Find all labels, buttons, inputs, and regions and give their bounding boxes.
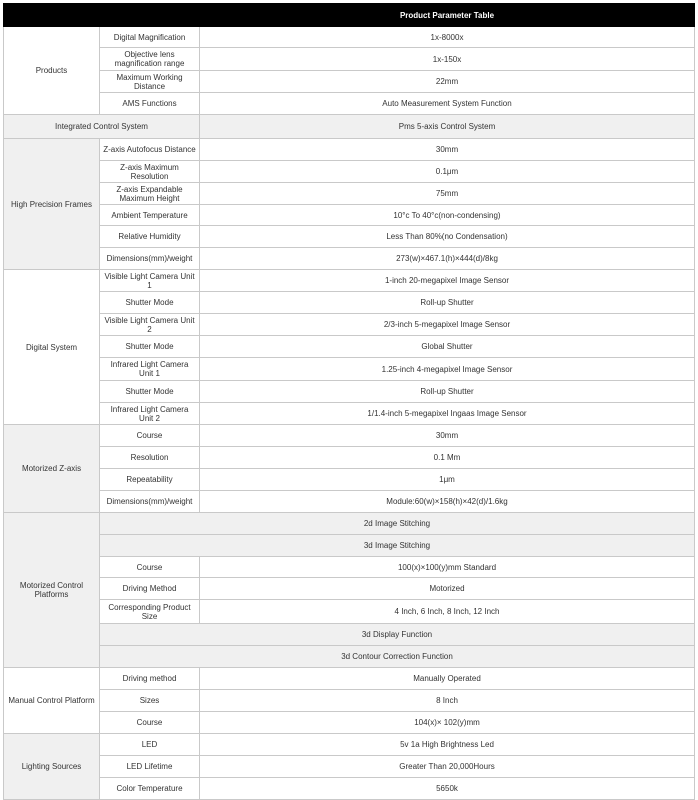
table-row [4, 292, 695, 314]
table-title: Product Parameter Table [200, 4, 695, 27]
param-value: 4 Inch, 6 Inch, 8 Inch, 12 Inch [200, 600, 695, 624]
param-value: Manually Operated [200, 668, 695, 690]
param-value: 2/3-inch 5-megapixel Image Sensor [200, 314, 695, 336]
group-label-lighting-sources: Lighting Sources [4, 734, 100, 800]
param-name: Visible Light Camera Unit 1 [100, 270, 200, 292]
param-value: 1-inch 20-megapixel Image Sensor [200, 270, 695, 292]
group-label-frames: High Precision Frames [4, 139, 100, 270]
param-value: Pms 5-axis Control System [200, 115, 695, 139]
param-value: 8 Inch [200, 690, 695, 712]
feature-row: 3d Display Function [100, 624, 695, 646]
product-parameter-table [3, 3, 695, 800]
group-label-manual-control-platform: Manual Control Platform [4, 668, 100, 734]
param-name: Course [100, 712, 200, 734]
param-name: Repeatability [100, 469, 200, 491]
param-name: Dimensions(mm)/weight [100, 248, 200, 270]
table-row [4, 624, 695, 646]
table-row [4, 27, 695, 48]
param-value: 1.25-inch 4-megapixel Image Sensor [200, 358, 695, 381]
table-row [4, 226, 695, 248]
param-name: Sizes [100, 690, 200, 712]
param-name: Visible Light Camera Unit 2 [100, 314, 200, 336]
param-value: 0.1 Mm [200, 447, 695, 469]
table-row [4, 734, 695, 756]
table-row [4, 712, 695, 734]
param-name: Z-axis Expandable Maximum Height [100, 183, 200, 205]
table-row [4, 469, 695, 491]
param-value: 1μm [200, 469, 695, 491]
param-name: Color Temperature [100, 778, 200, 800]
feature-row: 3d Image Stitching [100, 535, 695, 557]
param-name: Relative Humidity [100, 226, 200, 248]
header-blank-cell [4, 4, 100, 27]
table-row [4, 381, 695, 403]
table-row [4, 778, 695, 800]
param-value: Less Than 80%(no Condensation) [200, 226, 695, 248]
param-name: Digital Magnification [100, 27, 200, 48]
param-value: 1x-150x [200, 48, 695, 71]
group-label-products: Products [4, 27, 100, 115]
param-value: 273(w)×467.1(h)×444(d)/8kg [200, 248, 695, 270]
group-label-motorized-control-platforms: Motorized Control Platforms [4, 513, 100, 668]
param-name: LED [100, 734, 200, 756]
table-row [4, 205, 695, 226]
param-value: Module:60(w)×158(h)×42(d)/1.6kg [200, 491, 695, 513]
table-row [4, 600, 695, 624]
param-value: Global Shutter [200, 336, 695, 358]
param-name: AMS Functions [100, 93, 200, 115]
param-value: Roll-up Shutter [200, 381, 695, 403]
table-row [4, 358, 695, 381]
param-value: Auto Measurement System Function [200, 93, 695, 115]
param-value: 100(x)×100(y)mm Standard [200, 557, 695, 578]
param-name: Driving method [100, 668, 200, 690]
table-row [4, 139, 695, 161]
param-name: Corresponding Product Size [100, 600, 200, 624]
table-row [4, 314, 695, 336]
table-row [4, 491, 695, 513]
table-row [4, 447, 695, 469]
param-name: Infrared Light Camera Unit 1 [100, 358, 200, 381]
param-value: 104(x)× 102(y)mm [200, 712, 695, 734]
param-name: LED Lifetime [100, 756, 200, 778]
group-label-integrated-control: Integrated Control System [4, 115, 200, 139]
param-name: Infrared Light Camera Unit 2 [100, 403, 200, 425]
feature-row: 3d Contour Correction Function [100, 646, 695, 668]
param-name: Shutter Mode [100, 381, 200, 403]
param-value: 30mm [200, 139, 695, 161]
param-value: 1/1.4-inch 5-megapixel Ingaas Image Sensor [200, 403, 695, 425]
param-name: Objective lens magnification range [100, 48, 200, 71]
param-name: Dimensions(mm)/weight [100, 491, 200, 513]
table-row [4, 425, 695, 447]
table-row [4, 557, 695, 578]
param-value: 5650k [200, 778, 695, 800]
param-value: 5v 1a High Brightness Led [200, 734, 695, 756]
param-name: Driving Method [100, 578, 200, 600]
table-row [4, 403, 695, 425]
table-row [4, 646, 695, 668]
feature-row: 2d Image Stitching [100, 513, 695, 535]
table-row [4, 93, 695, 115]
param-value: 75mm [200, 183, 695, 205]
table-row [4, 115, 695, 139]
group-label-motorized-z-axis: Motorized Z-axis [4, 425, 100, 513]
table-row [4, 690, 695, 712]
table-row [4, 248, 695, 270]
param-value: Greater Than 20,000Hours [200, 756, 695, 778]
param-value: 22mm [200, 71, 695, 93]
param-value: 0.1μm [200, 161, 695, 183]
param-name: Shutter Mode [100, 292, 200, 314]
header-blank-cell [100, 4, 200, 27]
param-name: Shutter Mode [100, 336, 200, 358]
param-value: Roll-up Shutter [200, 292, 695, 314]
param-value: 1x-8000x [200, 27, 695, 48]
param-name: Resolution [100, 447, 200, 469]
table-row [4, 270, 695, 292]
table-row [4, 71, 695, 93]
param-name: Course [100, 425, 200, 447]
table-row [4, 756, 695, 778]
table-row [4, 513, 695, 535]
param-name: Z-axis Maximum Resolution [100, 161, 200, 183]
param-name: Z-axis Autofocus Distance [100, 139, 200, 161]
table-row [4, 336, 695, 358]
group-label-digital-system: Digital System [4, 270, 100, 425]
param-name: Maximum Working Distance [100, 71, 200, 93]
table-row [4, 48, 695, 71]
table-row [4, 535, 695, 557]
param-value: 30mm [200, 425, 695, 447]
table-row [4, 668, 695, 690]
param-name: Course [100, 557, 200, 578]
param-name: Ambient Temperature [100, 205, 200, 226]
table-row [4, 183, 695, 205]
table-row [4, 578, 695, 600]
table-row [4, 161, 695, 183]
param-value: 10°c To 40°c(non-condensing) [200, 205, 695, 226]
param-value: Motorized [200, 578, 695, 600]
table-header-row [4, 4, 695, 27]
